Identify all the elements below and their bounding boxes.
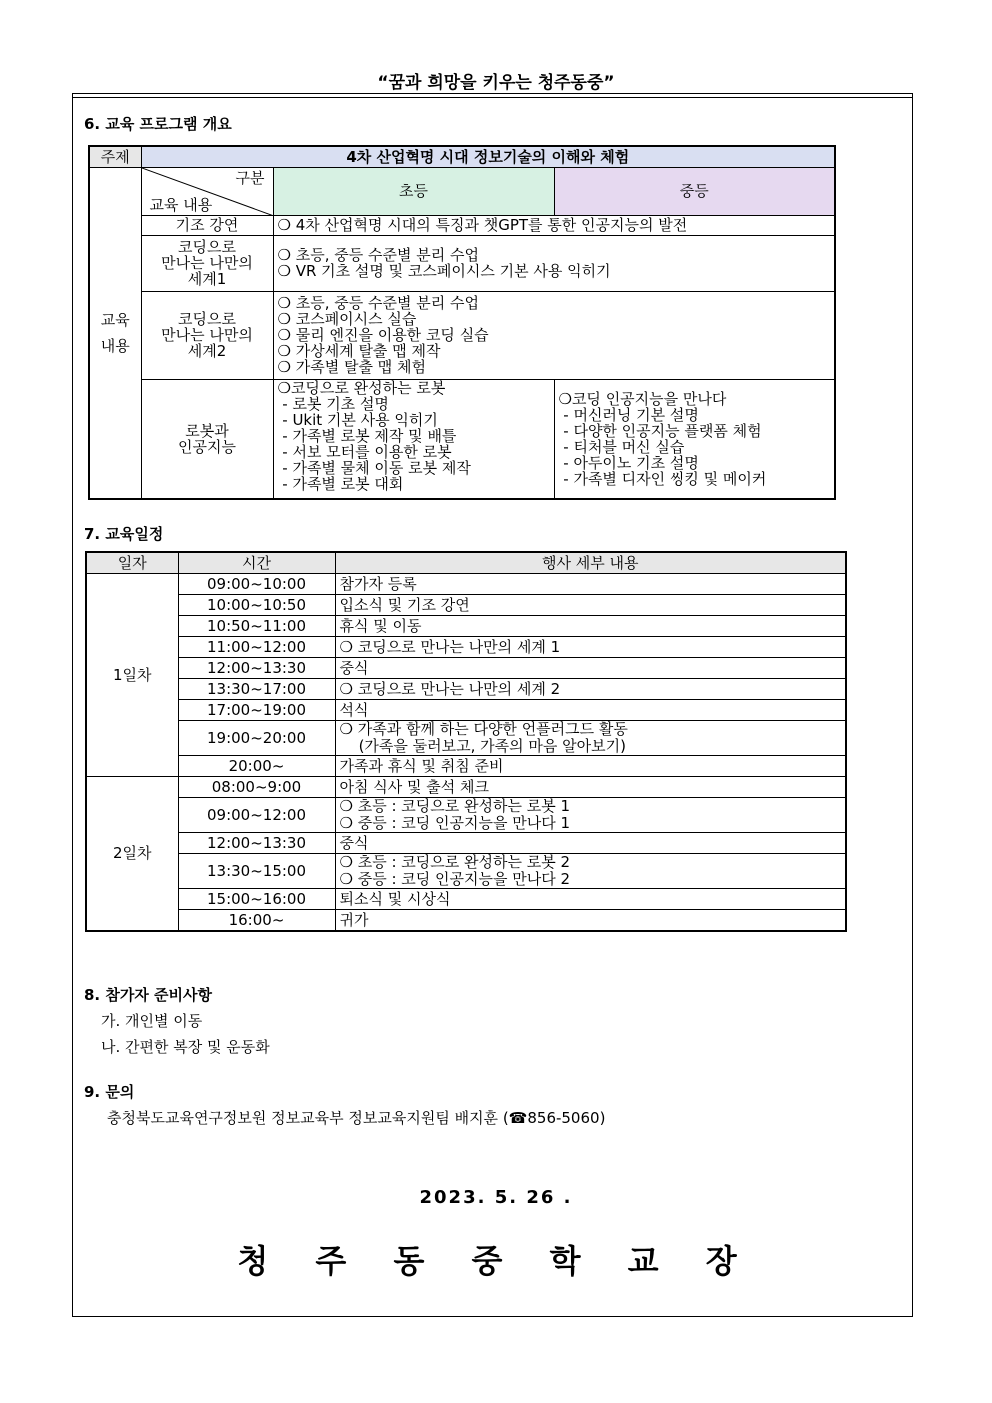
header-day: 일자 — [86, 552, 178, 574]
content-line: - 다양한 인공지능 플랫폼 체험 — [558, 421, 762, 440]
content-line: ❍코딩 인공지능을 만나다 — [558, 389, 727, 408]
principal-signature: 청 주 동 중 학 교 장 — [237, 1242, 755, 1280]
schedule-content-line: (가족을 둘러보고, 가족의 마음 알아보기) — [339, 737, 626, 755]
schedule-content — [335, 574, 846, 595]
section9-title: 9. 문의 — [84, 1083, 135, 1101]
schedule-row — [86, 889, 846, 910]
schedule-content-line: 석식 — [339, 700, 369, 719]
schedule-content-line: ❍ 초등 : 코딩으로 완성하는 로봇 2 — [339, 853, 571, 871]
content-line: ❍ 물리 엔진을 이용한 코딩 실습 — [277, 326, 489, 344]
schedule-content-line: 중식 — [339, 833, 369, 852]
content-line: ❍코딩으로 완성하는 로봇 — [277, 378, 446, 397]
section7-title: 7. 교육일정 — [84, 525, 164, 543]
section6-title: 6. 교육 프로그램 개요 — [84, 115, 232, 133]
theme-label: 주제 — [89, 146, 141, 167]
schedule-time: 12:00~13:30 — [178, 833, 335, 854]
col-middle: 중등 — [554, 167, 835, 215]
content-line: ❍ 초등, 중등 수준별 분리 수업 — [277, 246, 479, 264]
schedule-time: 10:50~11:00 — [178, 616, 335, 637]
day2-label: 2일차 — [86, 777, 178, 932]
schedule-row — [86, 574, 846, 595]
row-content-coding1 — [273, 235, 835, 291]
content-line: ❍ 코스페이시스 실습 — [277, 310, 417, 328]
header-time: 시간 — [178, 552, 335, 574]
document-date: 2023. 5. 26 . — [419, 1187, 573, 1208]
schedule-content-line: ❍ 코딩으로 만나는 나만의 세계 2 — [339, 679, 561, 698]
corner-top-label: 구분 — [235, 168, 265, 187]
schedule-content — [335, 854, 846, 889]
schedule-row — [86, 616, 846, 637]
schedule-time: 16:00~ — [178, 910, 335, 932]
theme-value: 4차 산업혁명 시대 정보기술의 이해와 체험 — [141, 146, 835, 167]
content-line: - 서보 모터를 이용한 로봇 — [277, 442, 452, 461]
schedule-content-line: 퇴소식 및 시상식 — [339, 889, 451, 908]
schedule-content-line: ❍ 중등 : 코딩 인공지능을 만나다 2 — [339, 870, 571, 888]
content-line: ❍ 4차 산업혁명 시대의 특징과 챗GPT를 통한 인공지능의 발전 — [277, 216, 688, 234]
corner-bottom-label: 교육 내용 — [149, 195, 213, 214]
schedule-time: 19:00~20:00 — [178, 721, 335, 756]
content-line: - 머신러닝 기본 설명 — [558, 405, 699, 424]
header-content: 행사 세부 내용 — [335, 552, 846, 574]
content-line: - 로봇 기초 설명 — [277, 394, 389, 413]
schedule-row — [86, 854, 846, 889]
prep-item-2: 나. 간편한 복장 및 운동화 — [101, 1038, 270, 1056]
row-name-coding2: 코딩으로 만나는 나만의 세계2 — [141, 291, 273, 379]
schedule-time: 10:00~10:50 — [178, 595, 335, 616]
schedule-row — [86, 595, 846, 616]
schedule-content — [335, 658, 846, 679]
content-line: - 아두이노 기초 설명 — [558, 453, 699, 472]
schedule-content-line: 귀가 — [339, 910, 369, 929]
schedule-content-line: ❍ 코딩으로 만나는 나만의 세계 1 — [339, 637, 561, 656]
schedule-row — [86, 756, 846, 777]
schedule-time: 11:00~12:00 — [178, 637, 335, 658]
school-motto: “꿈과 희망을 키우는 청주동중” — [377, 73, 615, 93]
schedule-content-line: 가족과 휴식 및 취침 준비 — [339, 756, 504, 775]
schedule-content — [335, 910, 846, 932]
prep-item-1: 가. 개인별 이동 — [101, 1012, 203, 1030]
schedule-time: 13:30~17:00 — [178, 679, 335, 700]
schedule-content — [335, 721, 846, 756]
schedule-content — [335, 637, 846, 658]
schedule-content — [335, 889, 846, 910]
row-name-robot-ai: 로봇과 인공지능 — [141, 379, 273, 499]
schedule-time: 15:00~16:00 — [178, 889, 335, 910]
schedule-row — [86, 700, 846, 721]
schedule-time: 13:30~15:00 — [178, 854, 335, 889]
schedule-row — [86, 833, 846, 854]
schedule-row — [86, 658, 846, 679]
edu-content-label: 교육 내용 — [89, 167, 141, 499]
robot-elementary-content — [273, 379, 554, 499]
program-table — [88, 145, 836, 500]
content-line: - 가족별 로봇 대회 — [277, 474, 404, 493]
content-line: - 가족별 로봇 제작 및 배틀 — [277, 426, 457, 445]
schedule-time: 20:00~ — [178, 756, 335, 777]
schedule-content — [335, 616, 846, 637]
robot-middle-content — [554, 379, 835, 499]
schedule-content-line: 휴식 및 이동 — [339, 616, 422, 635]
contact-info: 충청북도교육연구정보원 정보교육부 정보교육지원팀 배지훈 (☎856-5060) — [107, 1109, 606, 1127]
day1-label: 1일차 — [86, 574, 178, 777]
schedule-row — [86, 679, 846, 700]
schedule-row — [86, 721, 846, 756]
schedule-content — [335, 700, 846, 721]
content-line: ❍ 초등, 중등 수준별 분리 수업 — [277, 294, 479, 312]
frame-double-line — [72, 97, 913, 98]
schedule-content-line: 입소식 및 기조 강연 — [339, 595, 470, 614]
schedule-content-line: ❍ 가족과 함께 하는 다양한 언플러그드 활동 — [339, 720, 628, 738]
schedule-content — [335, 833, 846, 854]
content-line: ❍ 가상세계 탈출 맵 제작 — [277, 342, 441, 360]
col-elementary: 초등 — [273, 167, 554, 215]
content-line: - 가족별 물체 이동 로봇 제작 — [277, 458, 471, 477]
schedule-row — [86, 777, 846, 798]
schedule-content — [335, 777, 846, 798]
content-line: ❍ 가족별 탈출 맵 체험 — [277, 358, 426, 376]
schedule-content — [335, 798, 846, 833]
schedule-time: 12:00~13:30 — [178, 658, 335, 679]
schedule-time: 08:00~9:00 — [178, 777, 335, 798]
corner-header — [141, 167, 273, 215]
schedule-row — [86, 910, 846, 932]
schedule-content-line: ❍ 초등 : 코딩으로 완성하는 로봇 1 — [339, 797, 571, 815]
schedule-time: 09:00~12:00 — [178, 798, 335, 833]
schedule-content — [335, 595, 846, 616]
content-line: - 가족별 디자인 씽킹 및 메이커 — [558, 469, 767, 488]
schedule-time: 17:00~19:00 — [178, 700, 335, 721]
content-line: - 티처블 머신 실습 — [558, 437, 685, 456]
content-line: ❍ VR 기초 설명 및 코스페이시스 기본 사용 익히기 — [277, 262, 611, 280]
schedule-time: 09:00~10:00 — [178, 574, 335, 595]
schedule-row — [86, 637, 846, 658]
schedule-content — [335, 756, 846, 777]
section8-title: 8. 참가자 준비사항 — [84, 986, 213, 1004]
schedule-content — [335, 679, 846, 700]
content-line: - Ukit 기본 사용 익히기 — [277, 410, 438, 429]
row-content-coding2 — [273, 291, 835, 379]
schedule-table — [85, 551, 847, 932]
row-name-coding1: 코딩으로 만나는 나만의 세계1 — [141, 235, 273, 291]
schedule-row — [86, 798, 846, 833]
row-name-keynote: 기조 강연 — [141, 215, 273, 235]
schedule-content-line: 중식 — [339, 658, 369, 677]
schedule-content-line: 참가자 등록 — [339, 574, 417, 593]
row-content-keynote — [273, 215, 835, 235]
schedule-content-line: ❍ 중등 : 코딩 인공지능을 만나다 1 — [339, 814, 571, 832]
schedule-content-line: 아침 식사 및 출석 체크 — [339, 777, 489, 796]
